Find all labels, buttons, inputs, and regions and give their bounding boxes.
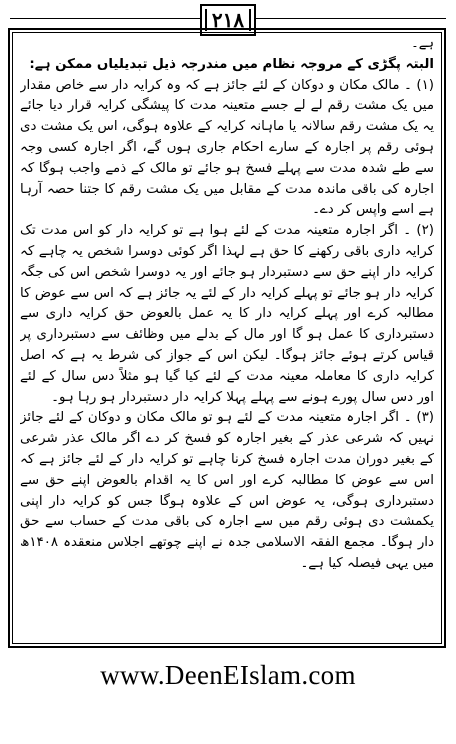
page-number: ۲۱۸ — [200, 4, 256, 36]
lead-line: ہے۔ — [411, 36, 434, 51]
paragraph-2: (۲) ۔ اگر اجارہ متعینہ مدت کے لئے ہوا ہے تو کرایہ دار کو اس مدت تک کرایہ داری باقی رکھنے کا حق ہے لہذا اگر کوئی دوسرا شخص یہ چاہے کہ کرایہ دار اپنے حق سے دستبردار ہو جائے اور یہ دوسرا شخص اس کی جگہ کرایہ دار ہو جائے تو پہلے کرایہ دار کے لئے یہ جائز ہے کہ اس سے عوض کا مطالبہ کرے اور پہلے کرایہ دار کا یہ عمل بالعوض حق کرایہ داری سے دستبرداری کا عمل ہو گا اور مال کے بدلے میں وظائف سے دستبرداری پر قیاس کرتے ہوئے جائز ہوگا۔ لیکن اس کے جواز کی شرط یہ ہے کہ اصل کرایہ داری کا معاملہ معینہ مدت کے لئے کیا گیا ہو مثلاً دس سال کے لئے اور دس سال پورے ہونے سے پہلے پہلا کرایہ دار دستبردار ہو رہا ہو۔ — [20, 223, 434, 405]
section-heading: البتہ پگڑی کے مروجہ نظام میں مندرجہ ذیل تبدیلیاں ممکن ہے: — [29, 56, 434, 72]
paragraph-1: (۱) ۔ مالک مکان و دوکان کے لئے جائز ہے کہ وہ کرایہ دار سے خاص مقدار میں یک مشت رقم لے لے جسے متعینہ مدت کا پیشگی کرایہ قرار دیا جائے یہ یک مشت رقم سالانہ یا ماہانہ کرایہ کے علاوہ ہوگی، اس یک مشت دی ہوئی رقم پر اجارہ کے سارے احکام جاری ہوں گے، اگر اجارہ کسی وجہ سے طے شدہ مدت سے پہلے فسخ ہو جائے تو مالک کے ذمے واجب ہوگا کہ اجارہ کی باقی ماندہ مدت کے مقابل میں یک مشت رقم کا جتنا حصہ آرہا ہے اسے واپس کر دے۔ — [20, 77, 434, 218]
footer-website-url: www.DeenEIslam.com — [100, 660, 356, 690]
top-rule-left — [10, 18, 200, 19]
top-rule-right — [256, 18, 446, 19]
paragraph-3: (۳) ۔ اگر اجارہ متعینہ مدت کے لئے ہو تو مالک مکان و دوکان کے لئے جائز نہیں کہ شرعی عذر کے بغیر اجارہ کو فسخ کر دے اگر مالک عذر شرعی کے بغیر دوران مدت اجارہ فسخ کرنا چاہے تو کرایہ دار کے لئے جائز ہے کہ اس سے عوض کا مطالبہ کرے اور اس کا یہ اقدام بالعوض اپنے حق سے دستبرداری ہوگی، یہ عوض اس کے علاوہ ہوگا جس کو کرایہ دار اپنی یکمشت دی ہوئی رقم میں سے اجارہ کی باقی مدت کے حساب سے حق دار ہوگا۔ مجمع الفقہ الاسلامی جدہ نے اپنے چوتھے اجلاس منعقدہ ۱۴۰۸ھ میں یہی فیصلہ کیا ہے۔ — [20, 410, 434, 571]
page-body — [20, 34, 434, 640]
